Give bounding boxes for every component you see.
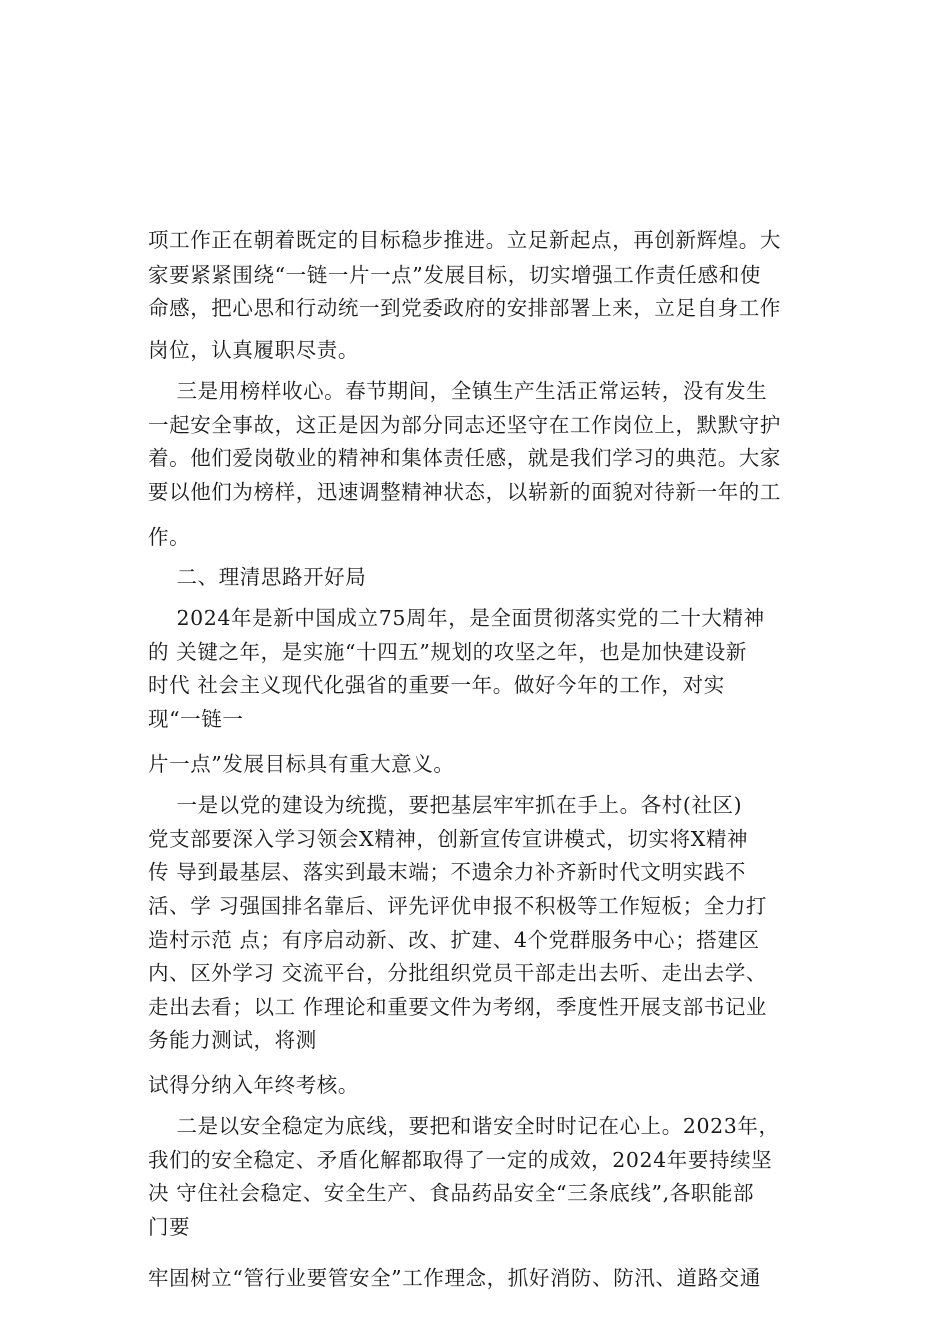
text-line: 着。他们爱岗敬业的精神和集体责任感，就是我们学习的典范。大家 (148, 446, 781, 470)
text-line: 家要紧紧围绕“一链一片一点”发展目标，切实增强工作责任感和使 (148, 263, 761, 287)
text-line: 的 关键之年，是实施“十四五”规划的攻坚之年，也是加快建设新 (148, 640, 747, 664)
text-line: 走出去看；以工 作理论和重要文件为考纲，季度性开展支部书记业 (148, 995, 768, 1019)
section-heading: 二、理清思路开好局 (148, 565, 367, 589)
text-line: 一起安全事故，这正是因为部分同志还坚守在工作岗位上，默默守护 (148, 413, 781, 437)
text-line: 务能力测试，将测 (148, 1028, 317, 1052)
text-line: 决 守住社会稳定、安全生产、食品药品安全“三条底线”,各职能部 (148, 1181, 755, 1205)
text-line: 试得分纳入年终考核。 (148, 1073, 359, 1097)
text-line: 我们的安全稳定、矛盾化解都取得了一定的成效，2024年要持续坚 (148, 1148, 773, 1172)
text-line: 一是以党的建设为统揽，要把基层牢牢抓在手上。各村(社区) (148, 793, 743, 817)
text-line: 要以他们为榜样，迅速调整精神状态，以崭新的面貌对待新一年的工 (148, 480, 781, 504)
text-line: 作。 (148, 525, 191, 549)
text-line: 造村示范 点；有序启动新、改、扩建、4个党群服务中心；搭建区 (148, 928, 760, 952)
text-line: 牢固树立“管行业要管安全”工作理念，抓好消防、防汛、道路交通 (148, 1266, 761, 1290)
text-line: 二是以安全稳定为底线，要把和谐安全时时记在心上。2023年， (148, 1114, 780, 1138)
text-line: 时代 社会主义现代化强省的重要一年。做好今年的工作，对实 (148, 673, 725, 697)
text-line: 党支部要深入学习领会X精神，创新宣传宣讲模式，切实将X精神 (148, 827, 749, 851)
text-line: 活、学 习强国排名靠后、评先评优申报不积极等工作短板；全力打 (148, 894, 768, 918)
text-line: 内、区外学习 交流平台，分批组织党员干部走出去听、走出去学、 (148, 961, 768, 985)
text-line: 项工作正在朝着既定的目标稳步推进。立足新起点，再创新辉煌。大 (148, 228, 781, 252)
text-line: 岗位，认真履职尽责。 (148, 338, 359, 362)
text-line: 三是用榜样收心。春节期间，全镇生产生活正常运转，没有发生 (148, 379, 768, 403)
text-line: 片一点”发展目标具有重大意义。 (148, 752, 455, 776)
text-line: 命感，把心思和行动统一到党委政府的安排部署上来，立足自身工作 (148, 296, 781, 320)
text-line: 门要 (148, 1215, 191, 1239)
text-line: 现“一链一 (148, 707, 244, 731)
text-line: 传 导到最基层、落实到最末端；不遗余力补齐新时代文明实践不 (148, 860, 746, 884)
text-line: 2024年是新中国成立75周年，是全面贯彻落实党的二十大精神 (148, 606, 765, 630)
